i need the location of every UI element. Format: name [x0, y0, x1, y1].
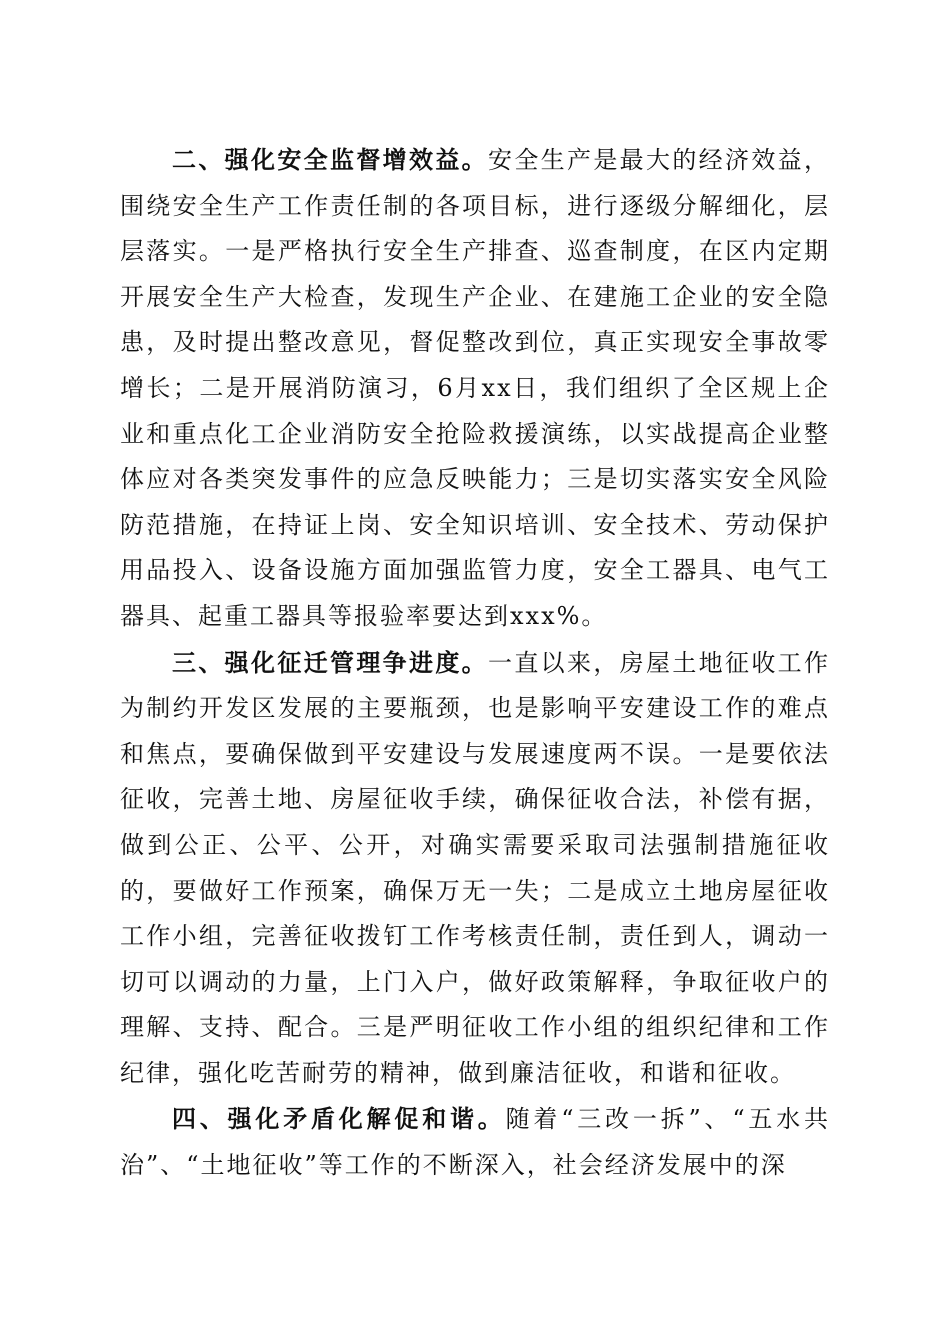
document-body [120, 137, 830, 1189]
paragraph-text: 一直以来，房屋土地征收工作为制约开发区发展的主要瓶颈，也是影响平安建设工作的难点和焦点，要确保做到平安建设与发展速度两不误。一是要依法征收，完善土地、房屋征收手续，确保征收合法，补偿有据，做到公正、公平、公开，对确实需要采取司法强制措施征收的，要做好工作预案，确保万无一失；二是成立土地房屋征收工作小组，完善征收拨钉工作考核责任制，责任到人，调动一切可以调动的力量，上门入户，做好政策解释，争取征收户的理解、支持、配合。三是严明征收工作小组的组织纪律和工作纪律，强化吃苦耐劳的精神，做到廉洁征收，和谐和征收。 [120, 648, 830, 1087]
paragraph-safety-supervision [120, 137, 830, 640]
paragraph-heading: 四、强化矛盾化解促和谐。 [172, 1104, 506, 1134]
paragraph-heading: 二、强化安全监督增效益。 [172, 145, 488, 174]
paragraph-land-expropriation [120, 640, 830, 1097]
paragraph-text: 安全生产是最大的经济效益，围绕安全生产工作责任制的各项目标，进行逐级分解细化，层层落实。一是严格执行安全生产排查、巡查制度，在区内定期开展安全生产大检查，发现生产企业、在建施工企业的安全隐患，及时提出整改意见，督促整改到位，真正实现安全事故零增长；二是开展消防演习，6月xx日，我们组织了全区规上企业和重点化工企业消防安全抢险救援演练，以实战提高企业整体应对各类突发事件的应急反映能力；三是切实落实安全风险防范措施，在持证上岗、安全知识培训、安全技术、劳动保护用品投入、设备设施方面加强监管力度，安全工器具、电气工器具、起重工器具等报验率要达到xxx%。 [120, 146, 830, 630]
paragraph-conflict-resolution [120, 1096, 830, 1188]
paragraph-heading: 三、强化征迁管理争进度。 [172, 647, 488, 677]
paragraph-text: 随着“三改一拆”、“五水共治”、“土地征收”等工作的不断深入，社会经济发展中的深 [120, 1105, 830, 1180]
